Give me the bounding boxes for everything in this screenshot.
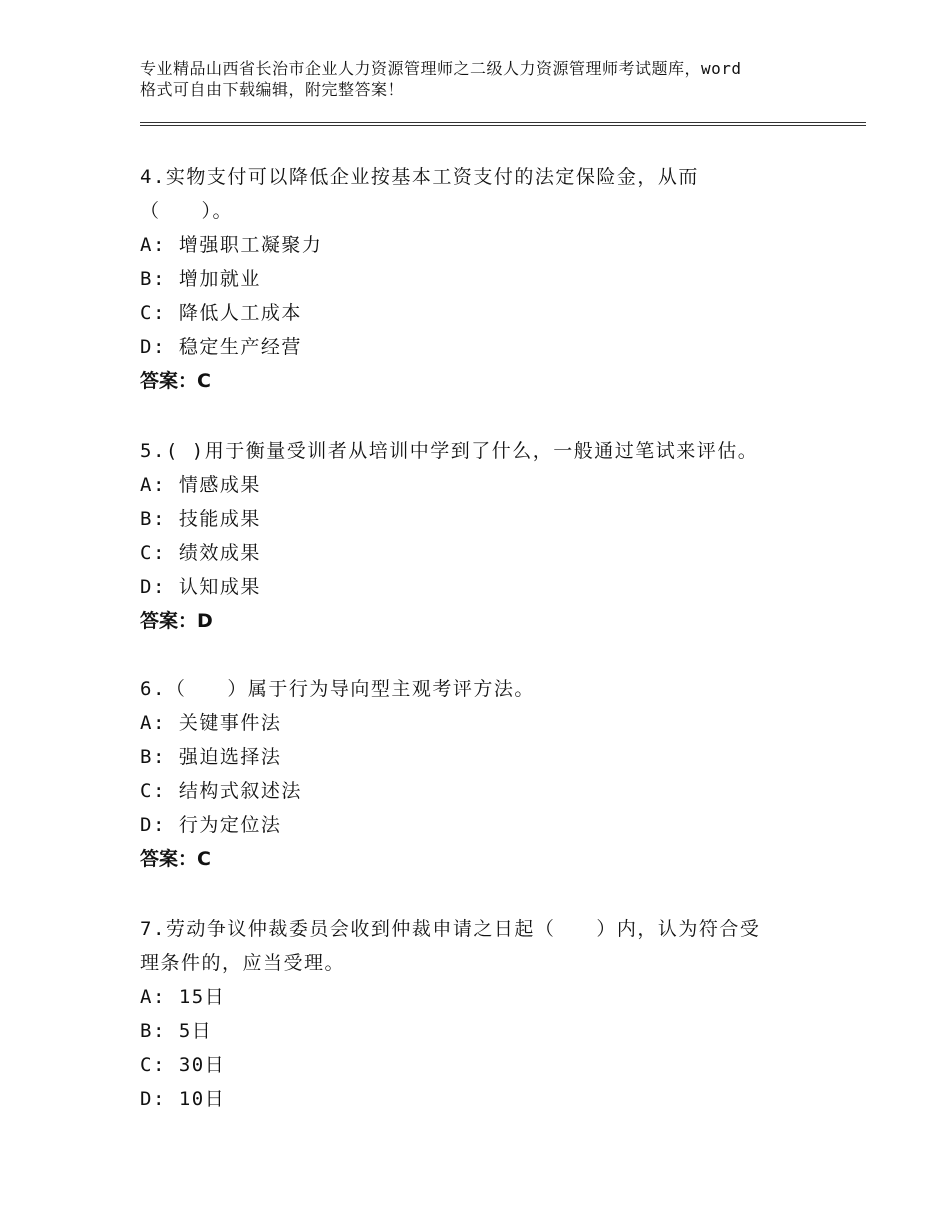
answer-label: 答案：C (140, 848, 211, 870)
document-header (140, 58, 840, 100)
question-stem-line: （ ）。 (140, 200, 234, 222)
option-c: C: 结构式叙述法 (140, 780, 302, 802)
header-line-1: 专业精品山西省长治市企业人力资源管理师之二级人力资源管理师考试题库，word (140, 59, 742, 78)
header-line-2: 格式可自由下载编辑，附完整答案！ (140, 80, 405, 99)
option-a: A: 关键事件法 (140, 712, 282, 734)
option-a: A: 15日 (140, 986, 226, 1008)
option-a: A: 增强职工凝聚力 (140, 234, 323, 256)
question-5 (140, 434, 820, 638)
option-b: B: 强迫选择法 (140, 746, 282, 768)
answer-label: 答案：D (140, 610, 213, 632)
option-b: B: 5日 (140, 1020, 213, 1042)
option-d: D: 认知成果 (140, 576, 261, 598)
question-stem-line: 7.劳动争议仲裁委员会收到仲裁申请之日起（ ）内，认为符合受 (140, 918, 761, 940)
header-divider-bottom (140, 125, 866, 126)
option-c: C: 绩效成果 (140, 542, 261, 564)
option-c: C: 30日 (140, 1054, 226, 1076)
option-d: D: 稳定生产经营 (140, 336, 302, 358)
answer-label: 答案：C (140, 370, 211, 392)
option-a: A: 情感成果 (140, 474, 261, 496)
question-6 (140, 672, 820, 876)
question-stem-line: 6.（ ）属于行为导向型主观考评方法。 (140, 678, 535, 700)
question-stem-line: 5.( )用于衡量受训者从培训中学到了什么，一般通过笔试来评估。 (140, 440, 759, 462)
option-c: C: 降低人工成本 (140, 302, 302, 324)
question-7 (140, 912, 820, 1116)
option-b: B: 增加就业 (140, 268, 261, 290)
option-b: B: 技能成果 (140, 508, 261, 530)
question-4 (140, 160, 820, 398)
question-stem-line: 理条件的，应当受理。 (140, 952, 346, 974)
question-stem-line: 4.实物支付可以降低企业按基本工资支付的法定保险金，从而 (140, 166, 699, 188)
option-d: D: 行为定位法 (140, 814, 282, 836)
header-divider-top (140, 122, 866, 123)
option-d: D: 10日 (140, 1088, 226, 1110)
